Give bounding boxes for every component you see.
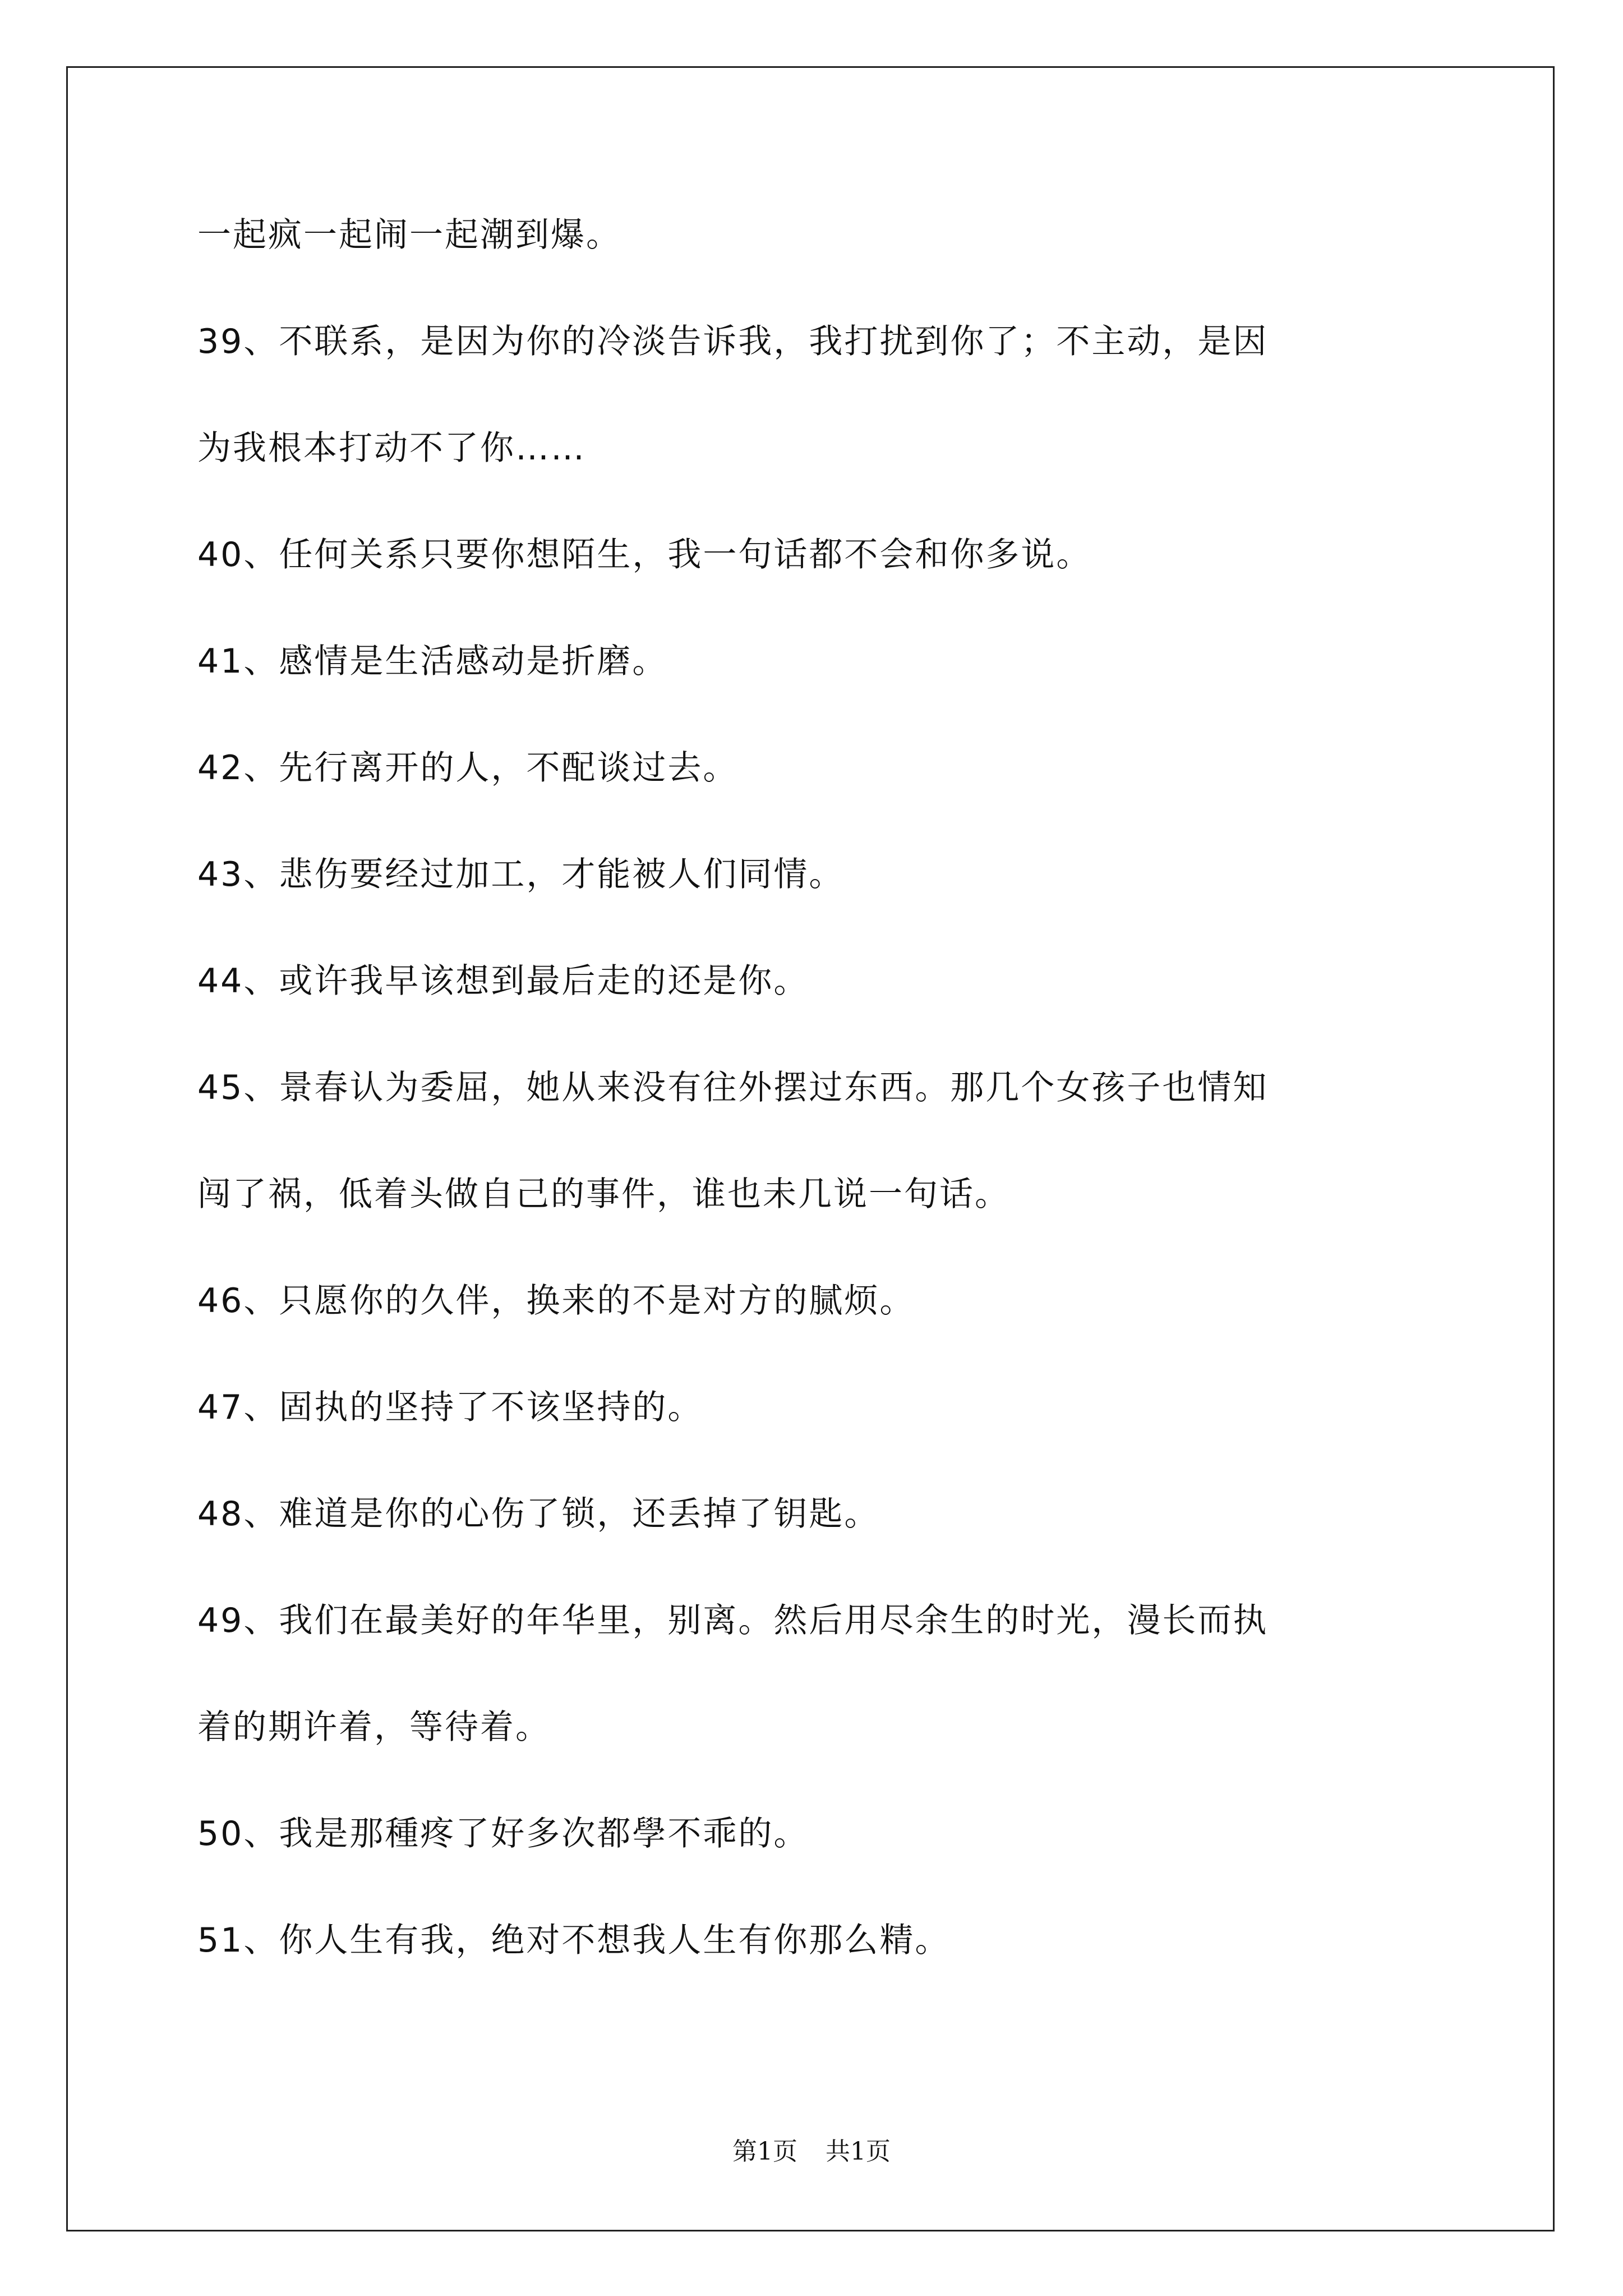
list-item: 45、景春认为委屈，她从来没有往外摆过东西。那几个女孩子也情知 (197, 1068, 1269, 1107)
list-item: 41、感情是生活感动是折磨。 (197, 642, 668, 681)
list-item-continuation: 着的期许着，等待着。 (197, 1708, 551, 1747)
list-item-continuation: 为我根本打动不了你…… (197, 429, 586, 468)
list-item-continuation: 闯了祸，低着头做自己的事件，谁也未几说一句话。 (197, 1175, 1010, 1214)
text-line: 一起疯一起闹一起潮到爆。 (197, 215, 621, 255)
page-total: 共1页 (826, 2137, 891, 2166)
page-number: 第1页 (732, 2137, 797, 2166)
list-item: 42、先行离开的人，不配谈过去。 (197, 748, 739, 788)
list-item: 49、我们在最美好的年华里，别离。然后用尽余生的时光，漫长而执 (197, 1601, 1269, 1640)
list-item: 48、难道是你的心伤了锁，还丢掉了钥匙。 (197, 1494, 880, 1534)
list-item: 46、只愿你的久伴，换来的不是对方的腻烦。 (197, 1281, 915, 1320)
list-item: 40、任何关系只要你想陌生，我一句话都不会和你多说。 (197, 535, 1092, 574)
list-item: 47、固执的坚持了不该坚持的。 (197, 1388, 703, 1427)
list-item: 39、不联系，是因为你的冷淡告诉我，我打扰到你了；不主动，是因 (197, 322, 1269, 361)
page-footer (0, 2135, 1623, 2169)
document-body (197, 209, 1442, 1967)
list-item: 50、我是那種疼了好多次都學不乖的。 (197, 1814, 809, 1853)
list-item: 43、悲伤要经过加工，才能被人们同情。 (197, 855, 845, 894)
list-item: 51、你人生有我，绝对不想我人生有你那么精。 (197, 1921, 951, 1960)
list-item: 44、或许我早该想到最后走的还是你。 (197, 961, 809, 1001)
